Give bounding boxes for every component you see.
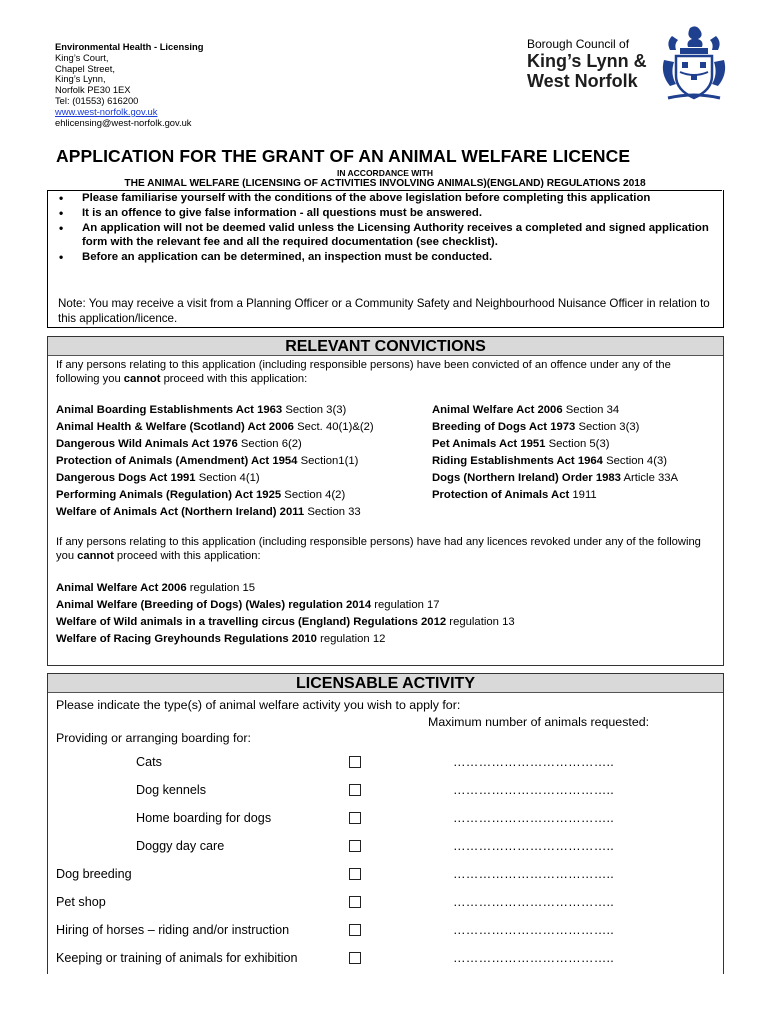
act-item	[432, 470, 678, 487]
max-animals-field[interactable]: ………………………………..	[453, 867, 614, 881]
instruction-item: • It is an offence to give false information - all questions must be answered.	[47, 207, 722, 221]
act-title: Performing Animals (Regulation) Act 1925	[56, 489, 282, 501]
home-boarding-checkbox[interactable]	[349, 812, 361, 824]
act-title: Riding Establishments Act 1964	[432, 455, 603, 467]
address-line: King’s Court,	[55, 51, 109, 63]
regulation-section: regulation 15	[186, 582, 256, 594]
act-title: Animal Health & Welfare (Scotland) Act 2006	[56, 421, 294, 433]
act-title: Dogs (Northern Ireland) Order 1983	[432, 472, 621, 484]
instruction-item: • Before an application can be determined, an inspection must be conducted.	[47, 251, 722, 265]
act-title: Animal Welfare Act 2006	[432, 404, 563, 416]
act-section: Section 5(3)	[545, 438, 610, 450]
activity-label: Hiring of horses – riding and/or instruction	[56, 923, 290, 937]
address-line: Norfolk PE30 1EX	[55, 84, 131, 96]
intro-emphasis: cannot	[77, 550, 114, 562]
note-text: Note: You may receive a visit from a Planning Officer or a Community Safety and Neighbourhood Nuisance Officer in relation to this application/licence.	[58, 297, 710, 325]
act-section: Section1(1)	[297, 455, 359, 467]
dog-kennels-checkbox[interactable]	[349, 784, 361, 796]
activity-label: Pet shop	[56, 895, 106, 909]
act-title: Welfare of Animals Act (Northern Ireland) 2011	[56, 506, 305, 518]
max-animals-field[interactable]: ………………………………..	[453, 839, 614, 853]
act-title: Dangerous Wild Animals Act 1976	[56, 438, 238, 450]
max-animals-field[interactable]: ………………………………..	[453, 923, 614, 937]
exhibition-checkbox[interactable]	[349, 952, 361, 964]
regulation-item	[56, 580, 255, 597]
regulation-title: Welfare of Racing Greyhounds Regulations 2010	[56, 633, 317, 645]
section-heading: RELEVANT CONVICTIONS	[48, 337, 723, 356]
act-item	[56, 453, 358, 470]
act-section: Section 3(3)	[282, 404, 347, 416]
act-section: Section 34	[562, 404, 620, 416]
email-address: ehlicensing@west-norfolk.gov.uk	[55, 116, 192, 128]
act-item	[56, 402, 346, 419]
contact-block	[55, 42, 203, 128]
revoked-intro	[56, 535, 718, 563]
act-section: Section 6(2)	[237, 438, 302, 450]
form-subtitle-accordance: IN ACCORDANCE WITH	[336, 168, 433, 178]
website-link[interactable]: www.west-norfolk.gov.uk	[55, 105, 158, 117]
max-animals-field[interactable]: ………………………………..	[453, 755, 614, 769]
act-item	[432, 419, 639, 436]
act-item	[432, 402, 619, 419]
max-animals-field[interactable]: ………………………………..	[453, 783, 614, 797]
act-section: Sect. 40(1)&(2)	[293, 421, 374, 433]
act-section: Section 4(3)	[602, 455, 668, 467]
form-subtitle-regulations: THE ANIMAL WELFARE (LICENSING OF ACTIVITIES INVOLVING ANIMALS)(ENGLAND) REGULATIONS 2018	[124, 178, 646, 189]
activity-label: Dog kennels	[136, 783, 207, 797]
activity-label: Cats	[136, 755, 162, 769]
act-section: 1911	[569, 489, 597, 501]
activity-label: Doggy day care	[136, 839, 225, 853]
activity-label: Home boarding for dogs	[136, 811, 272, 825]
activity-row-dog-kennels	[0, 783, 770, 803]
council-logo-text	[527, 37, 647, 91]
doggy-day-care-checkbox[interactable]	[349, 840, 361, 852]
act-item	[56, 487, 345, 504]
act-item	[56, 470, 260, 487]
act-title: Dangerous Dogs Act 1991	[56, 472, 196, 484]
act-section: Section 4(2)	[281, 489, 346, 501]
activity-row-pet-shop	[0, 895, 770, 915]
act-title: Protection of Animals Act	[432, 489, 570, 501]
max-animals-field[interactable]: ………………………………..	[453, 811, 614, 825]
max-animals-field[interactable]: ………………………………..	[453, 895, 614, 909]
activity-label: Dog breeding	[56, 867, 132, 881]
act-title: Pet Animals Act 1951	[432, 438, 546, 450]
activity-row-doggy-day-care	[0, 839, 770, 859]
activity-row-dog-breeding	[0, 867, 770, 887]
dog-breeding-checkbox[interactable]	[349, 868, 361, 880]
intro-text: proceed with this application:	[113, 550, 261, 562]
act-section: Section 4(1)	[195, 472, 260, 484]
regulation-section: regulation 17	[371, 599, 440, 611]
act-item	[56, 504, 361, 521]
section-heading: LICENSABLE ACTIVITY	[48, 674, 723, 693]
activity-intro: Please indicate the type(s) of animal welfare activity you wish to apply for:	[56, 698, 461, 712]
telephone: Tel: (01553) 616200	[55, 94, 139, 106]
intro-emphasis: cannot	[123, 373, 161, 385]
act-title: Protection of Animals (Amendment) Act 1954	[56, 455, 298, 467]
instructions-list	[47, 192, 722, 266]
regulation-section: regulation 12	[316, 633, 386, 645]
max-animals-label: Maximum number of animals requested:	[428, 715, 650, 729]
intro-text: proceed with this application:	[160, 373, 308, 385]
council-crest-icon	[660, 24, 728, 102]
address-line: Chapel Street,	[55, 62, 115, 74]
act-title: Animal Boarding Establishments Act 1963	[56, 404, 283, 416]
act-item	[432, 487, 597, 504]
cats-checkbox[interactable]	[349, 756, 361, 768]
act-item	[56, 436, 302, 453]
act-section: Article 33A	[620, 472, 679, 484]
instruction-item: • An application will not be deemed valid unless the Licensing Authority receives a completed and signed application form with the relevant fee and all the required documentation (see checklist).	[47, 222, 722, 249]
activity-row-cats	[0, 755, 770, 775]
activity-row-exhibition	[0, 951, 770, 971]
form-title: APPLICATION FOR THE GRANT OF AN ANIMAL WELFARE LICENCE	[56, 146, 631, 166]
regulation-item	[56, 631, 385, 648]
address-line: King’s Lynn,	[55, 73, 106, 85]
activity-row-home-boarding	[0, 811, 770, 831]
hiring-horses-checkbox[interactable]	[349, 924, 361, 936]
title-divider	[47, 190, 722, 191]
department-name: Environmental Health - Licensing	[55, 41, 204, 52]
act-title: Breeding of Dogs Act 1973	[432, 421, 576, 433]
activity-row-hiring-horses	[0, 923, 770, 943]
act-section: Section 33	[304, 506, 361, 518]
instruction-item: • Please familiarise yourself with the conditions of the above legislation before completing this application	[47, 192, 722, 206]
logo-line-3: West Norfolk	[527, 71, 638, 91]
regulation-item	[56, 614, 515, 631]
boarding-label: Providing or arranging boarding for:	[56, 731, 251, 745]
regulation-title: Animal Welfare (Breeding of Dogs) (Wales) regulation 2014	[56, 599, 372, 611]
regulation-section: regulation 13	[446, 616, 515, 628]
convictions-intro	[56, 358, 716, 386]
regulation-title: Welfare of Wild animals in a travelling circus (England) Regulations 2012	[56, 616, 447, 628]
max-animals-field[interactable]: ………………………………..	[453, 951, 614, 965]
logo-line-2: King’s Lynn &	[527, 51, 647, 71]
act-item	[432, 453, 667, 470]
act-item	[432, 436, 610, 453]
pet-shop-checkbox[interactable]	[349, 896, 361, 908]
act-section: Section 3(3)	[575, 421, 640, 433]
regulation-title: Animal Welfare Act 2006	[56, 582, 187, 594]
intro-text: If any persons relating to this application (including responsible persons) have been convicted of an offence under any of the following you	[56, 359, 671, 385]
intro-text: If any persons relating to this application (including responsible persons) have had any licences revoked under any of the following you	[56, 536, 701, 562]
regulation-item	[56, 597, 440, 614]
act-item	[56, 419, 374, 436]
logo-line-1: Borough Council of	[527, 37, 630, 51]
activity-label: Keeping or training of animals for exhibition	[56, 951, 298, 965]
